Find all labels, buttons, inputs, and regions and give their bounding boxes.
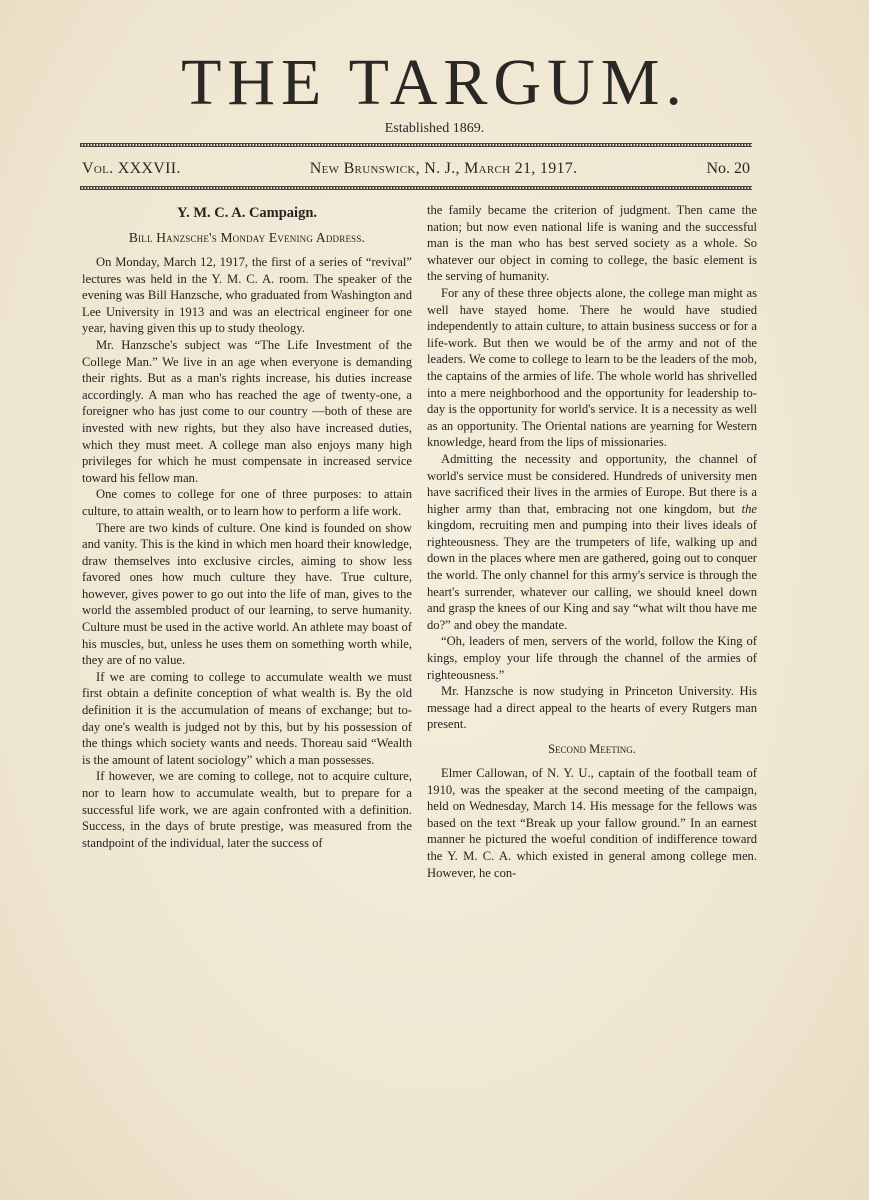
volume-label: Vol. XXXVII. [82, 160, 181, 177]
article-headline: Y. M. C. A. Campaign. [176, 205, 318, 221]
paragraph: Mr. Hanzsche's subject was “The Life Investment of the College Man.” We live in an age when everyone is demanding their rights. But as a man's rights increase, his duties increase accordingly. A man who has reached the age of twenty-one, a foreigner who has just come to our country —both of these are invested with new rights, but they also have increased duties, which they must meet. A college man also enjoys many high privileges for which he must compensate in increased service toward his fellow man. [82, 337, 412, 485]
top-rule [80, 143, 752, 147]
text-run: kingdom, recruiting men and pumping into their lives ideals of righteousness. They are the trumpeters of life, walking up and down in the places where men are gathered, going out to conquer the world. The only channel for this army's service is through the heart's surrender, whatever our calling, we should kneel down and grasp the knees of our King and say “what wilt thou have me do?” and obey the mandate. [427, 518, 757, 632]
paragraph: If however, we are coming to college, not to acquire culture, nor to learn how to accumulate wealth, but to prepare for a successful life work, we are again confronted with a definition. Success, in the days of brute prestige, was measured from the standpoint of the individual, later the success of [82, 769, 412, 850]
established-line: Established 1869. [384, 121, 485, 136]
paragraph: “Oh, leaders of men, servers of the world, follow the King of kings, employ your life through the channel of the armies of righteousness.” [427, 634, 757, 682]
paragraph [427, 451, 757, 634]
paragraph: Mr. Hanzsche is now studying in Princeton University. His message had a direct appeal to the hearts of every Rutgers man present. [427, 684, 757, 732]
paragraph-continuation: the family became the criterion of judgment. Then came the nation; but now even national life is waning and the successful man is the man who has best served society as a whole. So whatever our object in coming to college, the basic element is the serving of humanity. [427, 203, 757, 284]
paragraph: One comes to college for one of three purposes: to attain culture, to attain wealth, or to learn how to perform a life work. [82, 487, 412, 518]
column-left [82, 202, 412, 851]
section-heading: Second Meeting. [548, 742, 636, 756]
paragraph: If we are coming to college to accumulate wealth we must first obtain a definite conception of what wealth is. By the old definition it is the accumulation of means of exchange; but to-day one's wealth is judged not by this, but by his possession of the things which society wants and needs. Thoreau said “Wealth is the amount of latent sociology” which a man possesses. [82, 669, 412, 767]
masthead-title: THE TARGUM. [181, 46, 688, 119]
paragraph: Elmer Callowan, of N. Y. U., captain of the football team of 1910, was the speaker at the second meeting of the campaign, held on Wednesday, March 14. His message for the fellows was based on the text “Break up your fallow ground.” In an earnest manner he pictured the woeful condition of indifference toward the Y. M. C. A. which existed in general among college men. However, he con- [427, 766, 757, 880]
issue-number: No. 20 [706, 160, 750, 177]
paragraph: For any of these three objects alone, the college man might as well have stayed home. There he would have studied independently to attain culture, to attain business success or for a life-work. But then we would be of the army and not of the leaders. We come to college to learn to be the leaders of the mob, the captains of the armies of life. The whole world has shrivelled into a mere neighborhood and the opportunity for leadership to-day is the opportunity for world's service. It is a necessity as well as an opportunity. The Oriental nations are yearning for Western knowledge, heard from the lips of missionaries. [427, 285, 757, 450]
paragraph: There are two kinds of culture. One kind is founded on show and vanity. This is the kind in which men hoard their knowledge, draw themselves into exclusive circles, aiming to show less favored ones how much culture they have. True culture, however, gives power to go out into the life of man, gives to the world the assembled product of our learning, to serve humanity. Culture must be used in the active world. An athlete may boast of his muscles, but, unless he uses them on something worth while, they are of no value. [82, 520, 412, 668]
paragraph: On Monday, March 12, 1917, the first of a series of “revival” lectures was held in the Y. M. C. A. room. The speaker of the evening was Bill Hanzsche, who graduated from Washington and Lee University in 1913 and was an electrical engineer for one year, having given this up to study theology. [82, 255, 412, 336]
emphasis-text: the [741, 501, 757, 516]
issue-line [82, 160, 750, 178]
bottom-rule [80, 186, 752, 190]
text-run: Admitting the necessity and opportunity, the channel of world's service must be considered. Hundreds of university men have sacrificed their lives in the armies of Europe. But there is a higher army than that, embracing not one kingdom, but [427, 451, 757, 516]
article-subhead: Bill Hanzsche's Monday Evening Address. [128, 230, 366, 245]
place-date: New Brunswick, N. J., March 21, 1917. [309, 160, 578, 177]
column-right [427, 202, 757, 881]
